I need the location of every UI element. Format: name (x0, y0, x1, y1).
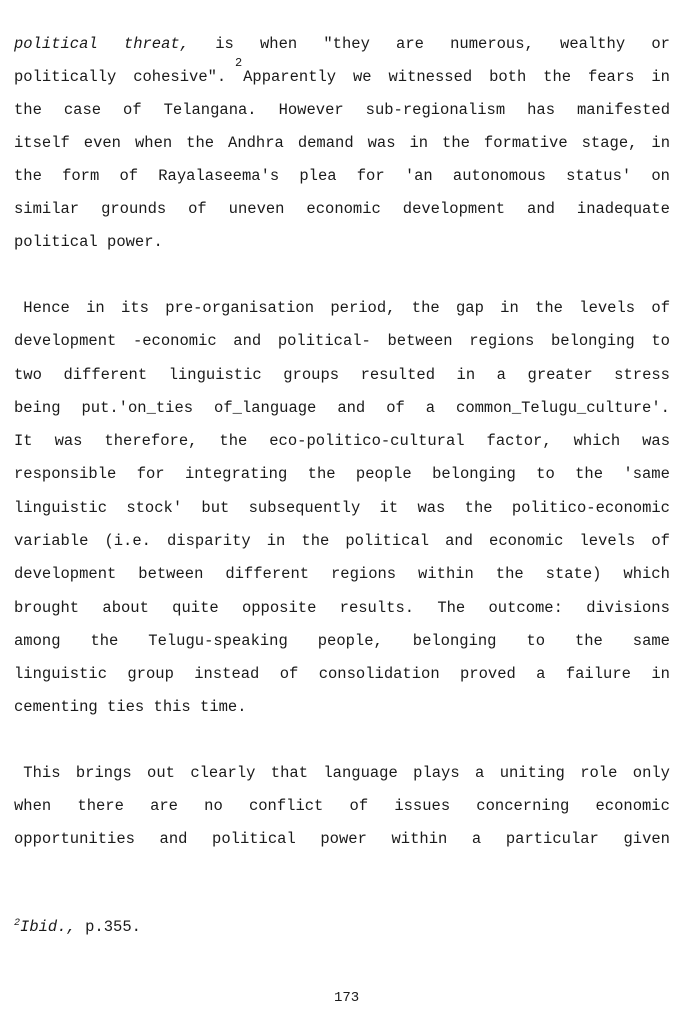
word: instead (194, 665, 260, 683)
word: itself (14, 134, 70, 152)
word: of (651, 532, 670, 550)
footnote-reference: 2 (235, 56, 243, 70)
word: particular (505, 830, 599, 848)
word: different (225, 565, 310, 583)
word: development (402, 200, 506, 218)
word: a (496, 366, 506, 384)
word: "they (323, 35, 370, 53)
word: and (159, 830, 188, 848)
word: levels (579, 299, 636, 317)
word: form (62, 167, 100, 185)
word: factor, (486, 432, 552, 450)
word: in (409, 134, 429, 152)
word: stock' (126, 499, 183, 517)
word: opportunities (14, 830, 135, 848)
word: it (379, 499, 399, 517)
word: the (411, 299, 440, 317)
word: However (278, 101, 344, 119)
word: the (14, 167, 42, 185)
word: was (367, 134, 396, 152)
word: 'an (404, 167, 433, 185)
word: greater (527, 366, 593, 384)
word: group (127, 665, 174, 683)
word: conflict (248, 797, 324, 815)
text-line (14, 531, 670, 551)
word: of (188, 200, 207, 218)
word: to (536, 465, 555, 483)
word: in (86, 299, 105, 317)
word: of_language (214, 399, 317, 417)
word: case (63, 101, 102, 119)
word: in (651, 134, 670, 152)
word: is (215, 35, 234, 53)
word: when (14, 797, 52, 815)
word: was (642, 432, 670, 450)
word: we (352, 68, 372, 86)
word: uniting (499, 764, 565, 782)
text-line (14, 331, 670, 351)
text-line (14, 664, 670, 684)
word: but (201, 499, 230, 517)
word: clearly (190, 764, 256, 782)
word: to (526, 632, 546, 650)
word: both (489, 68, 527, 86)
word: and (445, 532, 473, 550)
word: given (623, 830, 670, 848)
word: politically (14, 68, 117, 86)
word: economic (595, 797, 670, 815)
word: opposite (241, 599, 317, 617)
word: political (345, 532, 430, 550)
word: economic (489, 532, 564, 550)
word: wealthy (560, 35, 626, 53)
word: a (536, 665, 546, 683)
word: the (186, 134, 215, 152)
word: It (14, 432, 33, 450)
word: cementing ties this time. (14, 698, 247, 716)
word: resulted (360, 366, 435, 384)
word: there (77, 797, 124, 815)
word: Andhra (228, 134, 284, 152)
word: the (543, 68, 572, 86)
word: outcome: (488, 599, 563, 617)
word: -economic (132, 332, 217, 350)
word: to (651, 332, 670, 350)
word: when (134, 134, 173, 152)
word: variable (14, 532, 89, 550)
word: period, (330, 299, 396, 317)
text-line (14, 100, 670, 120)
word: put.'on_ties (81, 399, 194, 417)
word: manifested (576, 101, 670, 119)
footnote-marker: 2 (14, 918, 21, 929)
word: belonging (432, 465, 516, 483)
word: state) (545, 565, 602, 583)
word: demand (297, 134, 354, 152)
word: therefore, (104, 432, 198, 450)
text-line (14, 199, 670, 219)
word: its (121, 299, 149, 317)
word: subsequently (248, 499, 361, 517)
word: responsible (14, 465, 117, 483)
word: concerning (476, 797, 570, 815)
word: among (14, 632, 61, 650)
word: of (651, 299, 670, 317)
word: and (233, 332, 262, 350)
text-line (14, 166, 670, 186)
word: 'same (623, 465, 670, 483)
word: the (219, 432, 248, 450)
text-line (14, 763, 670, 783)
word: within (391, 830, 448, 848)
word: politico-economic (511, 499, 670, 517)
text-line (14, 796, 670, 816)
text-line (14, 365, 670, 385)
word: power (320, 830, 367, 848)
word: a (475, 764, 485, 782)
text-line (14, 67, 670, 87)
footnote (14, 918, 141, 936)
word: issues (394, 797, 451, 815)
word: divisions (586, 599, 670, 617)
word: the (307, 465, 336, 483)
word: autonomous (452, 167, 546, 185)
word: out (147, 764, 175, 782)
word: linguistic (168, 366, 262, 384)
text-line (14, 133, 670, 153)
word: threat, (123, 35, 190, 53)
word: levels (579, 532, 636, 550)
word: of (386, 399, 405, 417)
word: the (301, 532, 330, 550)
word: the (575, 465, 604, 483)
word: This (14, 764, 61, 782)
word: regions (330, 565, 397, 583)
word: linguistic (14, 499, 108, 517)
word: failure (565, 665, 631, 683)
word: grounds (101, 200, 167, 218)
word: are (150, 797, 178, 815)
word: a (425, 399, 436, 417)
word: gap (455, 299, 484, 317)
word: the (495, 565, 524, 583)
word: political (212, 830, 296, 848)
word: between (387, 332, 453, 350)
word: Hence (14, 299, 70, 317)
footnote-text: p.355. (75, 918, 141, 937)
text-line (14, 631, 670, 651)
word: stress (614, 366, 670, 384)
word: sub-regionalism (365, 101, 506, 119)
word: cohesive". (133, 68, 227, 86)
text-line (14, 398, 670, 418)
word: political power. (14, 233, 163, 251)
word: political- (277, 332, 371, 350)
text-line (14, 34, 670, 54)
word: in (500, 299, 519, 317)
text-line (14, 232, 670, 252)
word: was (417, 499, 446, 517)
word: disparity (167, 532, 251, 550)
word: are (396, 35, 424, 53)
word: eco-politico-cultural (269, 432, 465, 450)
word: that (270, 764, 309, 782)
page-number: 173 (334, 990, 360, 1006)
word: when (259, 35, 298, 53)
text-line (14, 564, 670, 584)
text-line (14, 464, 670, 484)
word: the (442, 134, 470, 152)
word: quite (172, 599, 219, 617)
word: results. (339, 599, 415, 617)
word: inadequate (576, 200, 670, 218)
word: belonging (412, 632, 497, 650)
word: The (437, 599, 466, 617)
word: in (456, 366, 476, 384)
word: the (464, 499, 493, 517)
word: in (651, 68, 670, 86)
text-line (14, 829, 670, 849)
word: uneven (228, 200, 285, 218)
word: no (204, 797, 223, 815)
word: Apparently (243, 68, 337, 86)
text-line (14, 298, 670, 318)
word: the (535, 299, 563, 317)
word: Telangana. (163, 101, 257, 119)
word: of (279, 665, 299, 683)
word: on (651, 167, 670, 185)
word: status' (566, 167, 632, 185)
word: the (574, 632, 603, 650)
word: and (527, 200, 555, 218)
word: of (119, 167, 139, 185)
word: plea (299, 167, 337, 185)
word: role (580, 764, 618, 782)
footnote-source: Ibid., (20, 918, 76, 937)
word: the (90, 632, 119, 650)
word: two (14, 366, 42, 384)
word: in (266, 532, 286, 550)
word: fears (587, 68, 635, 86)
text-line (14, 498, 670, 518)
word: groups (283, 366, 340, 384)
word: of (349, 797, 369, 815)
word: which (623, 565, 670, 583)
word: witnessed (388, 68, 473, 86)
word: plays (413, 764, 460, 782)
word: was (54, 432, 83, 450)
text-line (14, 598, 670, 618)
word: political (14, 35, 98, 53)
word: regions (469, 332, 535, 350)
word: which (573, 432, 621, 450)
word: people (355, 465, 412, 483)
word: Rayalaseema's (158, 167, 280, 185)
text-line (14, 431, 670, 451)
word: the (14, 101, 42, 119)
word: consolidation (318, 665, 440, 683)
word: people, (317, 632, 383, 650)
word: common_Telugu_culture'. (456, 399, 670, 417)
word: and (337, 399, 366, 417)
word: pre-organisation (165, 299, 315, 317)
word: within (418, 565, 474, 583)
word: formative (483, 134, 568, 152)
text-line (14, 697, 670, 717)
word: being (14, 399, 61, 417)
word: stage, (581, 134, 638, 152)
word: a (471, 830, 482, 848)
word: proved (459, 665, 516, 683)
word: language (323, 764, 398, 782)
word: for (136, 465, 165, 483)
word: (i.e. (104, 532, 151, 550)
word: integrating (184, 465, 288, 483)
word: numerous, (450, 35, 534, 53)
word: in (651, 665, 670, 683)
word: belonging (550, 332, 635, 350)
word: Telugu-speaking (148, 632, 288, 650)
word: development (14, 332, 117, 350)
word: even (83, 134, 121, 152)
word: brings (75, 764, 132, 782)
word: only (632, 764, 670, 782)
word: of (123, 101, 142, 119)
word: about (102, 599, 149, 617)
word: brought (14, 599, 80, 617)
word: development (14, 565, 117, 583)
word: economic (306, 200, 381, 218)
word: linguistic (14, 665, 108, 683)
word: similar (14, 200, 80, 218)
word: different (63, 366, 148, 384)
word: for (356, 167, 385, 185)
word: or (651, 35, 670, 53)
word: has (527, 101, 556, 119)
word: between (138, 565, 204, 583)
word: same (632, 632, 670, 650)
